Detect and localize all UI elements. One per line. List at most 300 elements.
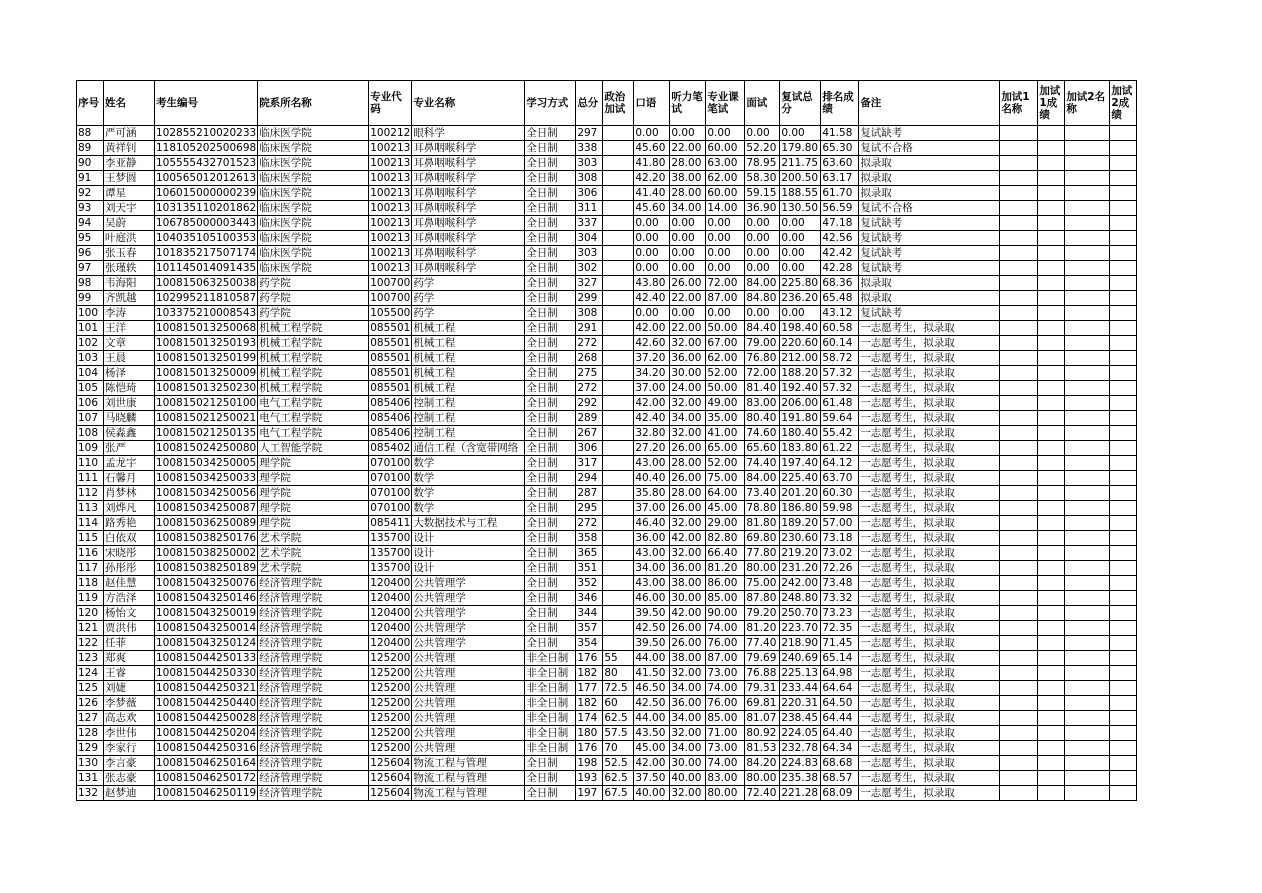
- table-cell: 272: [576, 516, 603, 531]
- table-cell: [1038, 726, 1065, 741]
- table-cell: 76.88: [745, 666, 780, 681]
- table-row: [77, 516, 1137, 531]
- table-cell: 98: [77, 276, 104, 291]
- table-cell: [1038, 171, 1065, 186]
- table-cell: 61.22: [821, 441, 859, 456]
- table-cell: 刘世康: [104, 396, 155, 411]
- table-cell: 294: [576, 471, 603, 486]
- table-cell: 233.44: [780, 681, 821, 696]
- table-cell: 308: [576, 171, 603, 186]
- table-cell: 全日制: [525, 516, 576, 531]
- table-cell: 240.69: [780, 651, 821, 666]
- table-cell: 100815013250068: [156, 322, 257, 334]
- table-cell: 34.00: [634, 561, 670, 576]
- table-cell: 电气工程学院: [258, 426, 369, 441]
- table-row: [77, 306, 1137, 321]
- header-cell: 总分: [576, 81, 603, 126]
- table-cell: [1110, 561, 1137, 576]
- table-cell: 一志愿考生，拟录取: [859, 501, 1000, 516]
- table-cell: 一志愿考生，拟录取: [859, 651, 1000, 666]
- table-cell: 100815044250316: [156, 742, 257, 754]
- table-cell: 221.28: [780, 786, 821, 801]
- table-cell: 128: [77, 726, 104, 741]
- table-cell: [1000, 336, 1038, 351]
- table-cell: 28.00: [670, 156, 706, 171]
- table-cell: 125604: [370, 772, 411, 784]
- table-cell: 一志愿考生，拟录取: [859, 621, 1000, 636]
- table-cell: [603, 456, 634, 471]
- table-cell: 106015000000239: [156, 187, 257, 199]
- table-cell: 0.00: [745, 261, 780, 276]
- table-cell: 42.40: [634, 411, 670, 426]
- table-cell: 129: [77, 741, 104, 756]
- table-cell: 临床医学院: [258, 216, 369, 231]
- table-cell: [1065, 186, 1110, 201]
- table-cell: [1038, 741, 1065, 756]
- table-row: [77, 771, 1137, 786]
- table-cell: [1110, 726, 1137, 741]
- table-cell: 临床医学院: [258, 171, 369, 186]
- table-cell: 102995211810587: [156, 292, 257, 304]
- table-cell: [1038, 276, 1065, 291]
- table-cell: 公共管理学: [412, 591, 525, 606]
- table-cell: 35.80: [634, 486, 670, 501]
- table-cell: 62.5: [603, 711, 634, 726]
- table-row: [77, 441, 1137, 456]
- table-cell: 耳鼻咽喉科学: [412, 156, 525, 171]
- table-cell: 41.58: [821, 126, 859, 141]
- table-row: [77, 246, 1137, 261]
- table-cell: [1000, 786, 1038, 801]
- table-cell: 34.00: [670, 411, 706, 426]
- table-cell: 一志愿考生，拟录取: [859, 471, 1000, 486]
- table-cell: 经济管理学院: [258, 726, 369, 741]
- table-cell: [1110, 681, 1137, 696]
- table-cell: 206.00: [780, 396, 821, 411]
- table-cell: 108: [77, 426, 104, 441]
- table-cell: [1110, 186, 1137, 201]
- table-row: [77, 591, 1137, 606]
- header-cell: 专业代码: [369, 81, 412, 126]
- table-cell: 81.07: [745, 711, 780, 726]
- table-cell: 0.00: [634, 231, 670, 246]
- table-cell: 104: [77, 366, 104, 381]
- table-cell: 0.00: [634, 306, 670, 321]
- header-cell: 复试总分: [780, 81, 821, 126]
- table-cell: 87.00: [706, 651, 745, 666]
- table-cell: 艺术学院: [258, 546, 369, 561]
- table-row: [77, 576, 1137, 591]
- table-cell: 69.80: [745, 531, 780, 546]
- table-row: [77, 126, 1137, 141]
- table-cell: 全日制: [525, 336, 576, 351]
- table-cell: [1038, 426, 1065, 441]
- table-cell: 药学: [412, 306, 525, 321]
- header-row: [77, 81, 1137, 126]
- table-cell: [1038, 456, 1065, 471]
- table-cell: 王睿: [104, 666, 155, 681]
- header-cell: 加试1成绩: [1038, 81, 1065, 126]
- table-cell: [1065, 276, 1110, 291]
- table-cell: 药学院: [258, 291, 369, 306]
- table-cell: 64.12: [821, 456, 859, 471]
- table-cell: [1110, 756, 1137, 771]
- table-cell: 全日制: [525, 621, 576, 636]
- table-row: [77, 546, 1137, 561]
- header-cell: 加试2名称: [1065, 81, 1110, 126]
- table-cell: 刘烨凡: [104, 501, 155, 516]
- table-cell: 耳鼻咽喉科学: [412, 246, 525, 261]
- table-cell: 68.68: [821, 756, 859, 771]
- table-cell: 79.20: [745, 606, 780, 621]
- table-cell: 0.00: [745, 216, 780, 231]
- table-cell: 李涛: [104, 306, 155, 321]
- table-cell: 经济管理学院: [258, 771, 369, 786]
- table-cell: 控制工程: [412, 411, 525, 426]
- table-cell: 公共管理: [412, 726, 525, 741]
- table-cell: 085501: [370, 367, 411, 379]
- table-cell: [1110, 441, 1137, 456]
- table-cell: 机械工程学院: [258, 381, 369, 396]
- table-cell: 357: [576, 621, 603, 636]
- table-cell: 电气工程学院: [258, 396, 369, 411]
- table-cell: 临床医学院: [258, 141, 369, 156]
- table-row: [77, 366, 1137, 381]
- table-cell: 68.09: [821, 786, 859, 801]
- table-cell: 0.00: [670, 246, 706, 261]
- table-cell: 64.50: [821, 696, 859, 711]
- table-cell: 44.00: [634, 711, 670, 726]
- table-cell: [1038, 396, 1065, 411]
- table-cell: 55: [603, 651, 634, 666]
- table-cell: 公共管理: [412, 711, 525, 726]
- table-cell: 64.40: [821, 726, 859, 741]
- table-cell: 225.40: [780, 471, 821, 486]
- table-cell: 高志欢: [104, 711, 155, 726]
- table-cell: 100815063250038: [156, 277, 257, 289]
- table-cell: 52.20: [745, 141, 780, 156]
- table-cell: [603, 501, 634, 516]
- table-cell: 90: [77, 156, 104, 171]
- table-cell: 26.00: [670, 501, 706, 516]
- table-cell: 全日制: [525, 411, 576, 426]
- table-cell: 32.00: [670, 726, 706, 741]
- table-cell: 全日制: [525, 291, 576, 306]
- table-cell: 一志愿考生，拟录取: [859, 726, 1000, 741]
- table-cell: [1065, 216, 1110, 231]
- table-row: [77, 231, 1137, 246]
- table-cell: [1065, 771, 1110, 786]
- table-cell: [1065, 156, 1110, 171]
- table-cell: [1065, 471, 1110, 486]
- table-cell: 36.90: [745, 201, 780, 216]
- table-cell: 复试不合格: [859, 201, 1000, 216]
- table-cell: 36.00: [670, 561, 706, 576]
- table-cell: 26.00: [670, 621, 706, 636]
- table-cell: 42.28: [821, 261, 859, 276]
- table-cell: 宋晓彤: [104, 546, 155, 561]
- table-cell: 药学: [412, 291, 525, 306]
- table-cell: 192.40: [780, 381, 821, 396]
- table-cell: 34.00: [670, 711, 706, 726]
- table-cell: 0.00: [670, 231, 706, 246]
- table-cell: [1038, 336, 1065, 351]
- table-cell: 36.00: [670, 696, 706, 711]
- table-cell: [1038, 321, 1065, 336]
- table-cell: 郑爽: [104, 651, 155, 666]
- table-cell: 113: [77, 501, 104, 516]
- table-cell: 一志愿考生，拟录取: [859, 771, 1000, 786]
- table-cell: 全日制: [525, 321, 576, 336]
- table-cell: 59.98: [821, 501, 859, 516]
- table-cell: 任菲: [104, 636, 155, 651]
- table-cell: [1000, 291, 1038, 306]
- table-cell: 100815044250204: [156, 727, 257, 739]
- table-cell: [1110, 171, 1137, 186]
- table-cell: 64.98: [821, 666, 859, 681]
- table-cell: 121: [77, 621, 104, 636]
- table-cell: [1038, 141, 1065, 156]
- table-cell: 101: [77, 321, 104, 336]
- table-cell: 艺术学院: [258, 561, 369, 576]
- table-cell: 一志愿考生，拟录取: [859, 531, 1000, 546]
- header-cell: 听力笔试: [670, 81, 706, 126]
- table-cell: 100815034250087: [156, 502, 257, 514]
- table-cell: 100815043250146: [156, 592, 257, 604]
- table-cell: [603, 531, 634, 546]
- table-cell: 344: [576, 606, 603, 621]
- table-cell: 84.00: [745, 471, 780, 486]
- table-cell: [1038, 666, 1065, 681]
- table-cell: 211.75: [780, 156, 821, 171]
- table-cell: 经济管理学院: [258, 606, 369, 621]
- table-cell: [1038, 621, 1065, 636]
- table-cell: 73.40: [745, 486, 780, 501]
- table-cell: [603, 606, 634, 621]
- table-cell: 一志愿考生，拟录取: [859, 546, 1000, 561]
- table-cell: 马晓麟: [104, 411, 155, 426]
- table-cell: 0.00: [745, 126, 780, 141]
- table-cell: [1000, 381, 1038, 396]
- table-cell: 100815034250033: [156, 472, 257, 484]
- table-cell: 63.00: [706, 156, 745, 171]
- table-row: [77, 396, 1137, 411]
- table-cell: 197: [576, 786, 603, 801]
- table-cell: 80.00: [745, 561, 780, 576]
- table-cell: 100815013250230: [156, 382, 257, 394]
- table-cell: 89: [77, 141, 104, 156]
- table-cell: 一志愿考生，拟录取: [859, 486, 1000, 501]
- table-cell: 石馨月: [104, 471, 155, 486]
- table-cell: 84.80: [745, 291, 780, 306]
- table-cell: 120: [77, 606, 104, 621]
- table-cell: 李世伟: [104, 726, 155, 741]
- table-cell: [1110, 711, 1137, 726]
- table-cell: 机械工程: [412, 336, 525, 351]
- table-cell: [603, 246, 634, 261]
- table-cell: 90.00: [706, 606, 745, 621]
- table-cell: 一志愿考生，拟录取: [859, 681, 1000, 696]
- table-cell: [1110, 351, 1137, 366]
- table-cell: [1065, 306, 1110, 321]
- table-cell: 118105202500698: [156, 142, 257, 154]
- table-cell: [1000, 561, 1038, 576]
- table-cell: 59.15: [745, 186, 780, 201]
- table-cell: 100: [77, 306, 104, 321]
- table-cell: [603, 141, 634, 156]
- table-cell: 物流工程与管理: [412, 786, 525, 801]
- table-row: [77, 471, 1137, 486]
- table-cell: 经济管理学院: [258, 696, 369, 711]
- table-cell: 135700: [370, 532, 411, 544]
- table-cell: 李梦薇: [104, 696, 155, 711]
- table-cell: 73.02: [821, 546, 859, 561]
- table-cell: 100815013250009: [156, 367, 257, 379]
- table-cell: [1110, 471, 1137, 486]
- table-row: [77, 786, 1137, 801]
- table-cell: [1000, 681, 1038, 696]
- table-cell: [1110, 636, 1137, 651]
- table-cell: 路秀艳: [104, 516, 155, 531]
- table-cell: 45.60: [634, 201, 670, 216]
- table-cell: 经济管理学院: [258, 756, 369, 771]
- table-cell: 070100: [370, 487, 411, 499]
- table-cell: 43.00: [634, 546, 670, 561]
- table-cell: 经济管理学院: [258, 786, 369, 801]
- table-cell: 365: [576, 546, 603, 561]
- table-row: [77, 636, 1137, 651]
- table-cell: 68.57: [821, 771, 859, 786]
- table-cell: 327: [576, 276, 603, 291]
- table-cell: 一志愿考生，拟录取: [859, 606, 1000, 621]
- table-cell: 303: [576, 246, 603, 261]
- table-cell: 非全日制: [525, 726, 576, 741]
- table-cell: 29.00: [706, 516, 745, 531]
- table-cell: 全日制: [525, 591, 576, 606]
- table-row: [77, 531, 1137, 546]
- table-cell: 112: [77, 486, 104, 501]
- table-cell: 177: [576, 681, 603, 696]
- header-cell: 政治加试: [603, 81, 634, 126]
- table-cell: 49.00: [706, 396, 745, 411]
- table-cell: 全日制: [525, 471, 576, 486]
- table-cell: [1038, 501, 1065, 516]
- table-cell: 40.00: [634, 786, 670, 801]
- table-cell: 085402: [370, 442, 411, 454]
- table-cell: 经济管理学院: [258, 636, 369, 651]
- table-cell: [1038, 771, 1065, 786]
- table-cell: 130.50: [780, 201, 821, 216]
- table-cell: 谭星: [104, 186, 155, 201]
- table-cell: 一志愿考生，拟录取: [859, 336, 1000, 351]
- table-cell: 全日制: [525, 126, 576, 141]
- table-cell: 32.00: [670, 786, 706, 801]
- table-cell: 机械工程: [412, 351, 525, 366]
- table-cell: 耳鼻咽喉科学: [412, 141, 525, 156]
- table-cell: [1038, 126, 1065, 141]
- table-cell: 全日制: [525, 171, 576, 186]
- table-cell: 87.80: [745, 591, 780, 606]
- table-cell: 242.00: [780, 576, 821, 591]
- table-cell: 100815044250440: [156, 697, 257, 709]
- table-cell: 60.30: [821, 486, 859, 501]
- table-cell: 肖梦林: [104, 486, 155, 501]
- table-row: [77, 666, 1137, 681]
- table-cell: 105: [77, 381, 104, 396]
- table-cell: 0.00: [670, 261, 706, 276]
- table-cell: 100815013250193: [156, 337, 257, 349]
- table-cell: 一志愿考生，拟录取: [859, 636, 1000, 651]
- table-cell: 76.00: [706, 696, 745, 711]
- table-cell: 大数据技术与工程: [412, 516, 525, 531]
- table-cell: 刘天宇: [104, 201, 155, 216]
- table-cell: 289: [576, 411, 603, 426]
- table-cell: 经济管理学院: [258, 666, 369, 681]
- table-cell: 101145014091435: [156, 262, 257, 274]
- table-cell: [1110, 486, 1137, 501]
- table-cell: [1110, 396, 1137, 411]
- table-cell: 125: [77, 681, 104, 696]
- table-cell: 95: [77, 231, 104, 246]
- table-cell: 耳鼻咽喉科学: [412, 201, 525, 216]
- table-cell: 100700: [370, 277, 411, 289]
- table-cell: 64.44: [821, 711, 859, 726]
- table-cell: [1065, 246, 1110, 261]
- table-cell: 132: [77, 786, 104, 801]
- table-cell: [603, 276, 634, 291]
- table-cell: 46.00: [634, 591, 670, 606]
- table-cell: 一志愿考生，拟录取: [859, 351, 1000, 366]
- table-cell: 311: [576, 201, 603, 216]
- table-cell: 43.80: [634, 276, 670, 291]
- table-cell: [1000, 276, 1038, 291]
- table-cell: 66.40: [706, 546, 745, 561]
- table-cell: 65.60: [745, 441, 780, 456]
- table-cell: 全日制: [525, 576, 576, 591]
- table-cell: 100213: [370, 247, 411, 259]
- table-cell: 97: [77, 261, 104, 276]
- table-cell: 34.00: [670, 201, 706, 216]
- table-cell: 0.00: [706, 231, 745, 246]
- table-cell: 61.70: [821, 186, 859, 201]
- table-cell: [1000, 741, 1038, 756]
- table-cell: 100815034250056: [156, 487, 257, 499]
- table-cell: [1110, 261, 1137, 276]
- table-cell: [1000, 456, 1038, 471]
- table-cell: 105555432701523: [156, 157, 257, 169]
- table-cell: 100815044250321: [156, 682, 257, 694]
- table-cell: [1065, 396, 1110, 411]
- table-cell: [1065, 321, 1110, 336]
- table-cell: 100212: [370, 127, 411, 139]
- table-cell: 191.80: [780, 411, 821, 426]
- table-cell: [1065, 261, 1110, 276]
- table-cell: 272: [576, 381, 603, 396]
- table-cell: 189.20: [780, 516, 821, 531]
- table-cell: 60.58: [821, 321, 859, 336]
- table-cell: 控制工程: [412, 396, 525, 411]
- table-cell: 94: [77, 216, 104, 231]
- table-cell: 72.00: [745, 366, 780, 381]
- table-cell: 0.00: [634, 126, 670, 141]
- table-cell: 109: [77, 441, 104, 456]
- table-cell: 287: [576, 486, 603, 501]
- header-cell: 面试: [745, 81, 780, 126]
- table-cell: 机械工程学院: [258, 336, 369, 351]
- table-cell: 30.00: [670, 591, 706, 606]
- table-cell: 085501: [370, 382, 411, 394]
- table-cell: 117: [77, 561, 104, 576]
